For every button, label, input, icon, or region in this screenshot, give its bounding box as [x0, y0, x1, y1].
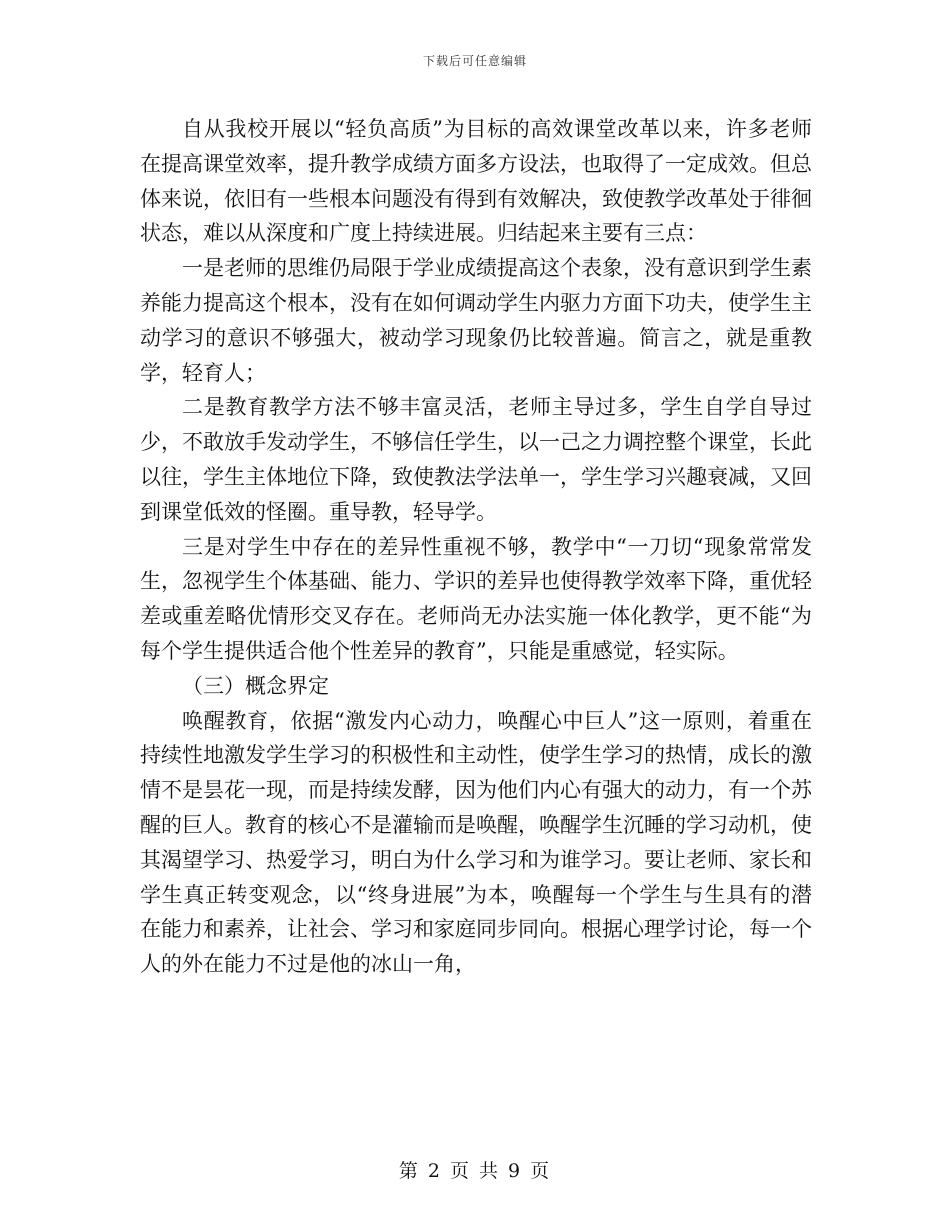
- paragraph-intro: 自从我校开展以“轻负高质”为目标的高效课堂改革以来，许多老师在提高课堂效率，提升教学成绩方面多方设法，也取得了一定成效。但总体来说，依旧有一些根本问题没有得到有效解决，致使教学改革处于徘徊状态，难以从深度和广度上持续进展。归结起来主要有三点：: [140, 117, 812, 246]
- paragraph-concept-definition: 唤醒教育，依据“激发内心动力，唤醒心中巨人”这一原则，着重在持续性地激发学生学习的积极性和主动性，使学生学习的热情，成长的激情不是昙花一现，而是持续发酵，因为他们内心有强大的动力，有一个苏醒的巨人。教育的核心不是灌输而是唤醒，唤醒学生沉睡的学习动机，使其渴望学习、热爱学习，明白为什么学习和为谁学习。要让老师、家长和学生真正转变观念，以“终身进展”为本，唤醒每一个学生与生具有的潜在能力和素养，让社会、学习和家庭同步同向。根据心理学讨论，每一个人的外在能力不过是他的冰山一角，: [140, 708, 812, 977]
- page-header: 下载后可任意编辑: [422, 54, 527, 68]
- paragraph-point-three: 三是对学生中存在的差异性重视不够，教学中“一刀切“现象常常发生，忽视学生个体基础、能力、学识的差异也使得教学效率下降，重优轻差或重差略优情形交叉存在。老师尚无办法实施一体化教学，更不能“为每个学生提供适合他个性差异的教育”，只能是重感觉，轻实际。: [140, 534, 812, 663]
- paragraph-point-two: 二是教育教学方法不够丰富灵活，老师主导过多，学生自学自导过少，不敢放手发动学生，不够信任学生，以一己之力调控整个课堂，长此以往，学生主体地位下降，致使教法学法单一，学生学习兴趣衰减，又回到课堂低效的怪圈。重导教，轻导学。: [140, 395, 812, 524]
- page-number: 第 2 页 共 9 页: [398, 1160, 552, 1182]
- document-body: [140, 112, 812, 982]
- paragraph-point-one: 一是老师的思维仍局限于学业成绩提高这个表象，没有意识到学生素养能力提高这个根本，没有在如何调动学生内驱力方面下功夫，使学生主动学习的意识不够强大，被动学习现象仍比较普遍。简言之，就是重教学，轻育人；: [140, 256, 812, 385]
- section-heading: （三）概念界定: [182, 673, 329, 698]
